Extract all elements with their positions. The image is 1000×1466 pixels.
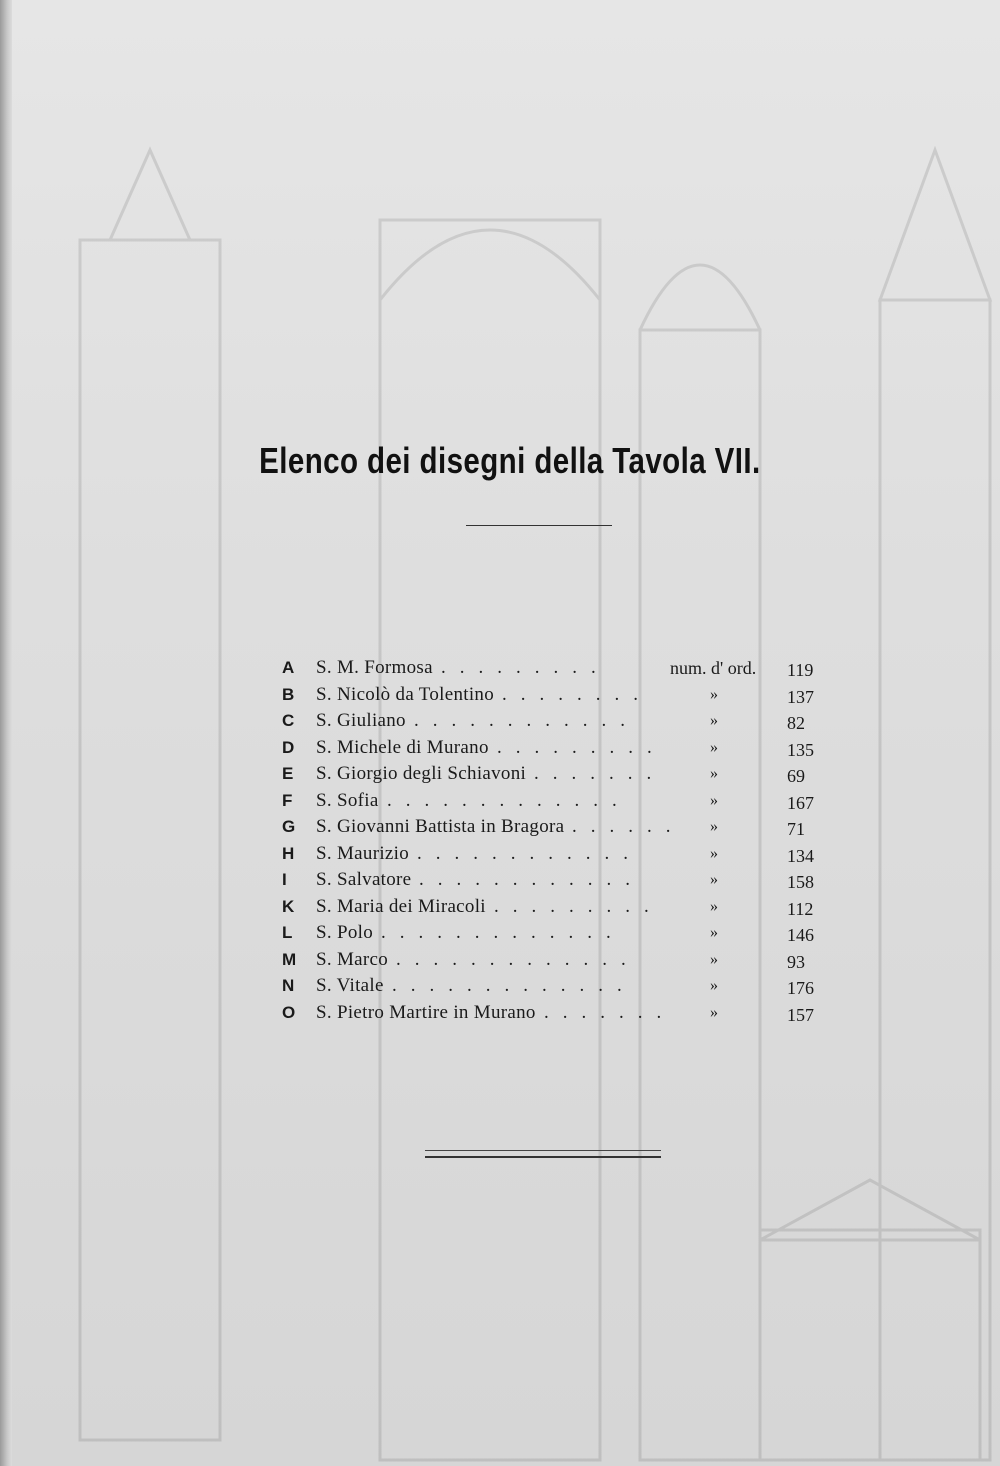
entry-number: 135 bbox=[787, 739, 814, 760]
index-row bbox=[282, 867, 842, 894]
entry-letter: H bbox=[282, 843, 295, 863]
entry-name: S. Salvatore bbox=[316, 869, 412, 890]
entry-name: S. Giovanni Battista in Bragora bbox=[316, 816, 565, 837]
entry-name: S. M. Formosa bbox=[316, 657, 433, 678]
leader-dots: ....... bbox=[544, 1001, 676, 1023]
leader-dots: ............. bbox=[392, 975, 636, 996]
entry-number: 112 bbox=[787, 898, 814, 919]
entry-letter: I bbox=[282, 870, 287, 889]
index-row bbox=[282, 682, 842, 709]
leader-dots: ............ bbox=[419, 869, 644, 890]
leader-dots: ............. bbox=[381, 922, 625, 943]
entry-name: S. Michele di Murano bbox=[316, 736, 489, 758]
entry-name: S. Maria dei Miracoli bbox=[316, 895, 486, 917]
entry-number: 71 bbox=[787, 819, 805, 839]
index-row bbox=[282, 841, 842, 868]
leader-dots: ............ bbox=[414, 710, 639, 731]
entry-letter: N bbox=[282, 976, 295, 995]
ditto-mark: » bbox=[710, 738, 718, 756]
ditto-mark: » bbox=[710, 950, 718, 968]
index-row bbox=[282, 788, 842, 815]
ditto-mark: » bbox=[710, 712, 718, 729]
closing-rule bbox=[425, 1150, 661, 1151]
entry-number: 93 bbox=[787, 951, 805, 972]
ditto-mark: » bbox=[710, 844, 718, 862]
page-title: Elenco dei disegni della Tavola VII. bbox=[259, 440, 761, 481]
leader-dots: ...... bbox=[572, 816, 685, 837]
entry-name: S. Pietro Martire in Murano bbox=[316, 1001, 536, 1023]
ditto-mark: » bbox=[710, 897, 718, 915]
title-divider bbox=[466, 525, 612, 526]
index-row bbox=[282, 973, 842, 1000]
leader-dots: ......... bbox=[494, 895, 663, 917]
leader-dots: ......... bbox=[497, 736, 666, 758]
index-row bbox=[282, 708, 842, 735]
leader-dots: ............. bbox=[396, 948, 640, 970]
index-row bbox=[282, 1000, 842, 1027]
entry-number: 69 bbox=[787, 766, 805, 786]
entry-letter: O bbox=[282, 1002, 296, 1022]
entry-number: 137 bbox=[787, 686, 814, 707]
entry-letter: G bbox=[282, 817, 296, 836]
entry-name: S. Giuliano bbox=[316, 710, 406, 731]
entry-name: S. Marco bbox=[316, 948, 389, 970]
entry-number: 119 bbox=[787, 660, 814, 680]
entry-name: S. Vitale bbox=[316, 975, 384, 996]
entry-number: 176 bbox=[787, 978, 814, 998]
index-row bbox=[282, 761, 842, 788]
entry-number: 157 bbox=[787, 1004, 814, 1025]
entry-letter: D bbox=[282, 737, 295, 757]
entry-number: 82 bbox=[787, 713, 805, 733]
entry-name: S. Maurizio bbox=[316, 842, 410, 864]
leader-dots: ............ bbox=[417, 842, 642, 864]
entry-number: 158 bbox=[787, 872, 814, 892]
entry-letter: L bbox=[282, 923, 293, 942]
ditto-mark: » bbox=[710, 924, 718, 941]
index-row bbox=[282, 814, 842, 841]
ditto-mark: » bbox=[710, 818, 718, 835]
ditto-mark: » bbox=[710, 765, 718, 782]
index-row bbox=[282, 947, 842, 974]
leader-dots: ............. bbox=[387, 789, 631, 811]
drawing-index bbox=[282, 655, 842, 1026]
entry-letter: K bbox=[282, 896, 295, 916]
entry-letter: B bbox=[282, 684, 295, 704]
entry-letter: C bbox=[282, 711, 295, 730]
entry-number: 134 bbox=[787, 845, 814, 866]
index-row bbox=[282, 920, 842, 947]
index-row bbox=[282, 735, 842, 762]
entry-name: S. Giorgio degli Schiavoni bbox=[316, 763, 527, 784]
closing-rule bbox=[425, 1156, 661, 1158]
leader-dots: ........ bbox=[502, 683, 652, 705]
entry-letter: M bbox=[282, 949, 297, 969]
entry-letter: E bbox=[282, 764, 294, 783]
ditto-mark: » bbox=[710, 685, 718, 703]
index-row bbox=[282, 655, 842, 682]
ditto-mark: » bbox=[710, 1003, 718, 1021]
entry-number: 167 bbox=[787, 792, 814, 813]
entry-name: S. Nicolò da Tolentino bbox=[316, 683, 495, 705]
ditto-mark: » bbox=[710, 791, 718, 809]
entry-name: S. Sofia bbox=[316, 789, 379, 811]
entry-letter: A bbox=[282, 658, 295, 677]
leader-dots: ......... bbox=[441, 657, 610, 678]
reference-label: num. d' ord. bbox=[670, 658, 757, 678]
ditto-mark: » bbox=[710, 871, 718, 888]
entry-number: 146 bbox=[787, 925, 814, 945]
entry-name: S. Polo bbox=[316, 922, 374, 943]
entry-letter: F bbox=[282, 790, 293, 810]
index-row bbox=[282, 894, 842, 921]
leader-dots: ....... bbox=[534, 763, 666, 784]
ditto-mark: » bbox=[710, 977, 718, 994]
